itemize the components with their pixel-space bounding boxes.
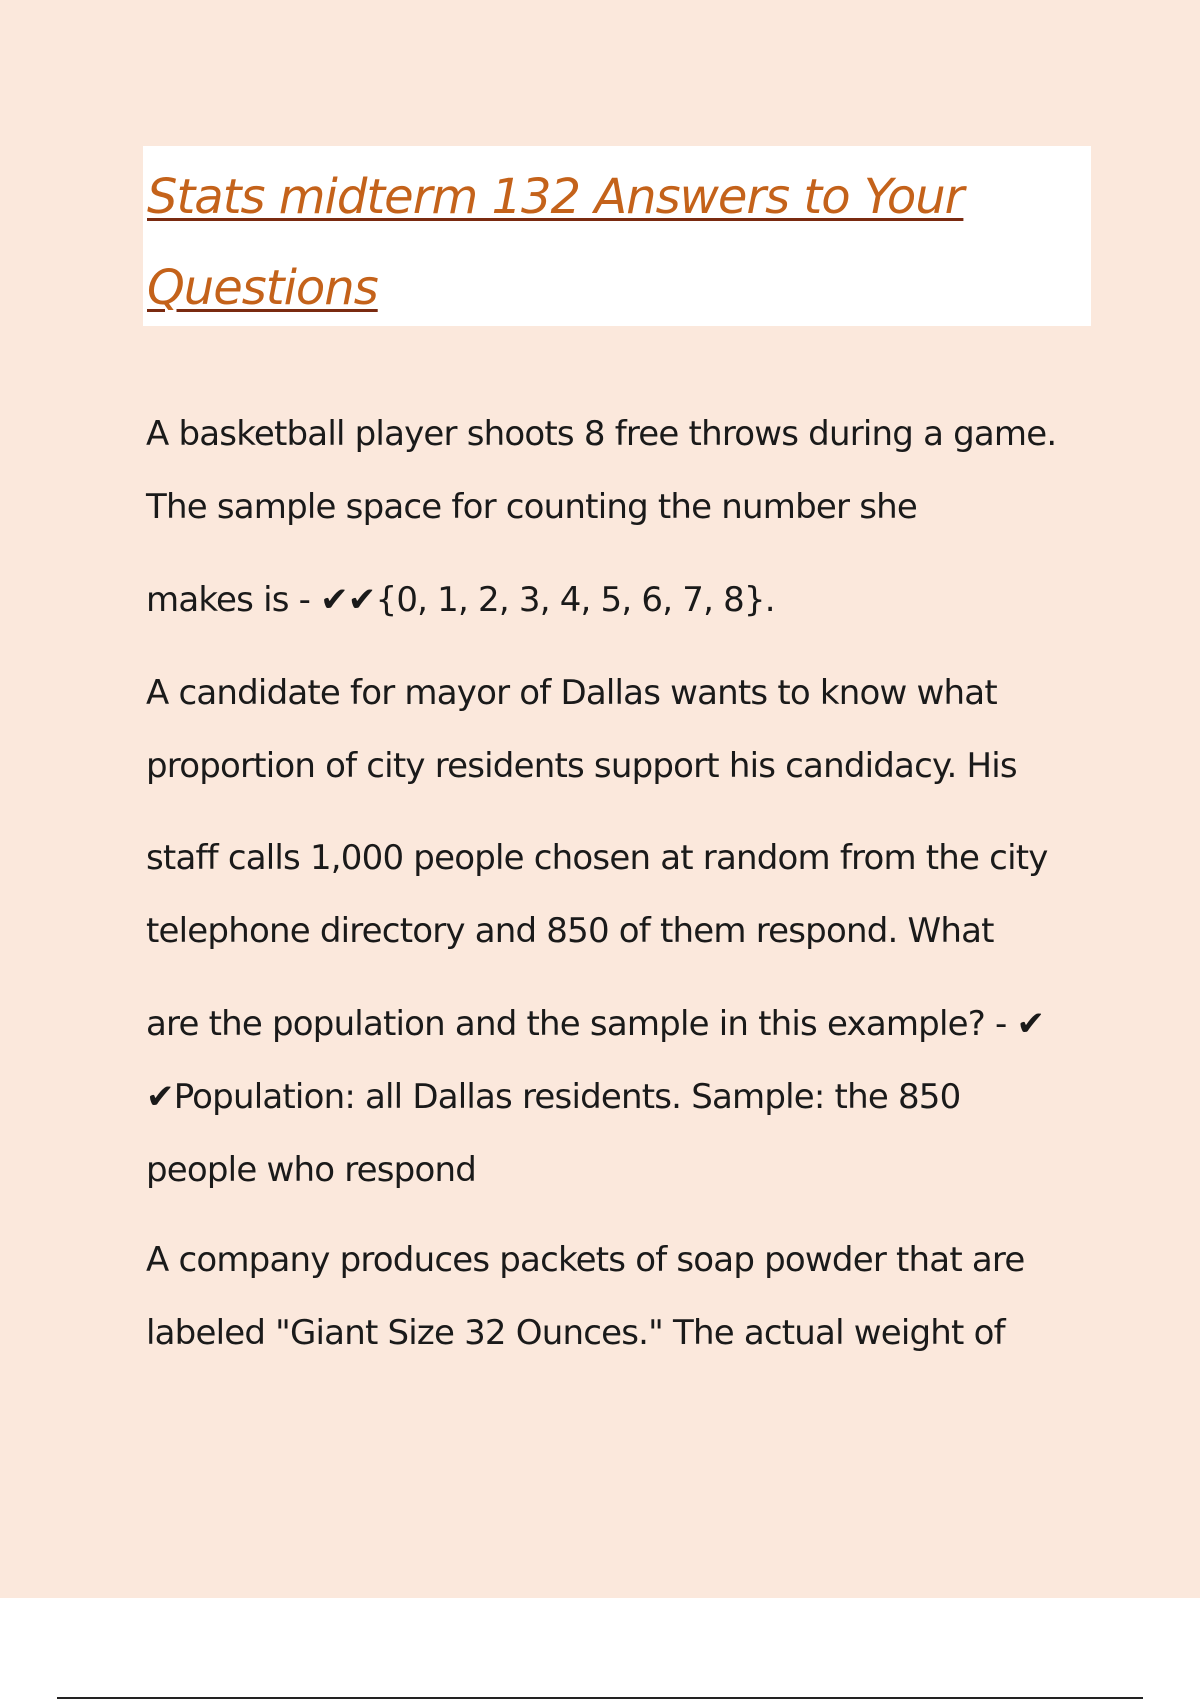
body-line: ✔Population: all Dallas residents. Sample: the 850 xyxy=(146,1077,961,1117)
footer-divider xyxy=(57,1697,1143,1699)
body-line: A company produces packets of soap powder that are xyxy=(146,1240,1025,1280)
title-line-2: Questions xyxy=(147,260,378,316)
title-line-1: Stats midterm 132 Answers to Your xyxy=(147,169,964,225)
body-line: A candidate for mayor of Dallas wants to know what xyxy=(146,673,997,713)
body-line: people who respond xyxy=(146,1150,476,1190)
title-box xyxy=(143,146,1091,326)
body-line: The sample space for counting the number she xyxy=(146,487,917,527)
body-line: A basketball player shoots 8 free throws during a game. xyxy=(146,414,1057,454)
body-line: telephone directory and 850 of them respond. What xyxy=(146,911,994,951)
document-title xyxy=(147,152,1067,334)
body-line: staff calls 1,000 people chosen at random from the city xyxy=(146,838,1048,878)
body-line: proportion of city residents support his candidacy. His xyxy=(146,746,1017,786)
body-line: are the population and the sample in this example? - ✔ xyxy=(146,1004,1045,1044)
body-line: labeled "Giant Size 32 Ounces." The actual weight of xyxy=(146,1313,1005,1353)
body-line: makes is - ✔✔{0, 1, 2, 3, 4, 5, 6, 7, 8}. xyxy=(146,580,775,620)
